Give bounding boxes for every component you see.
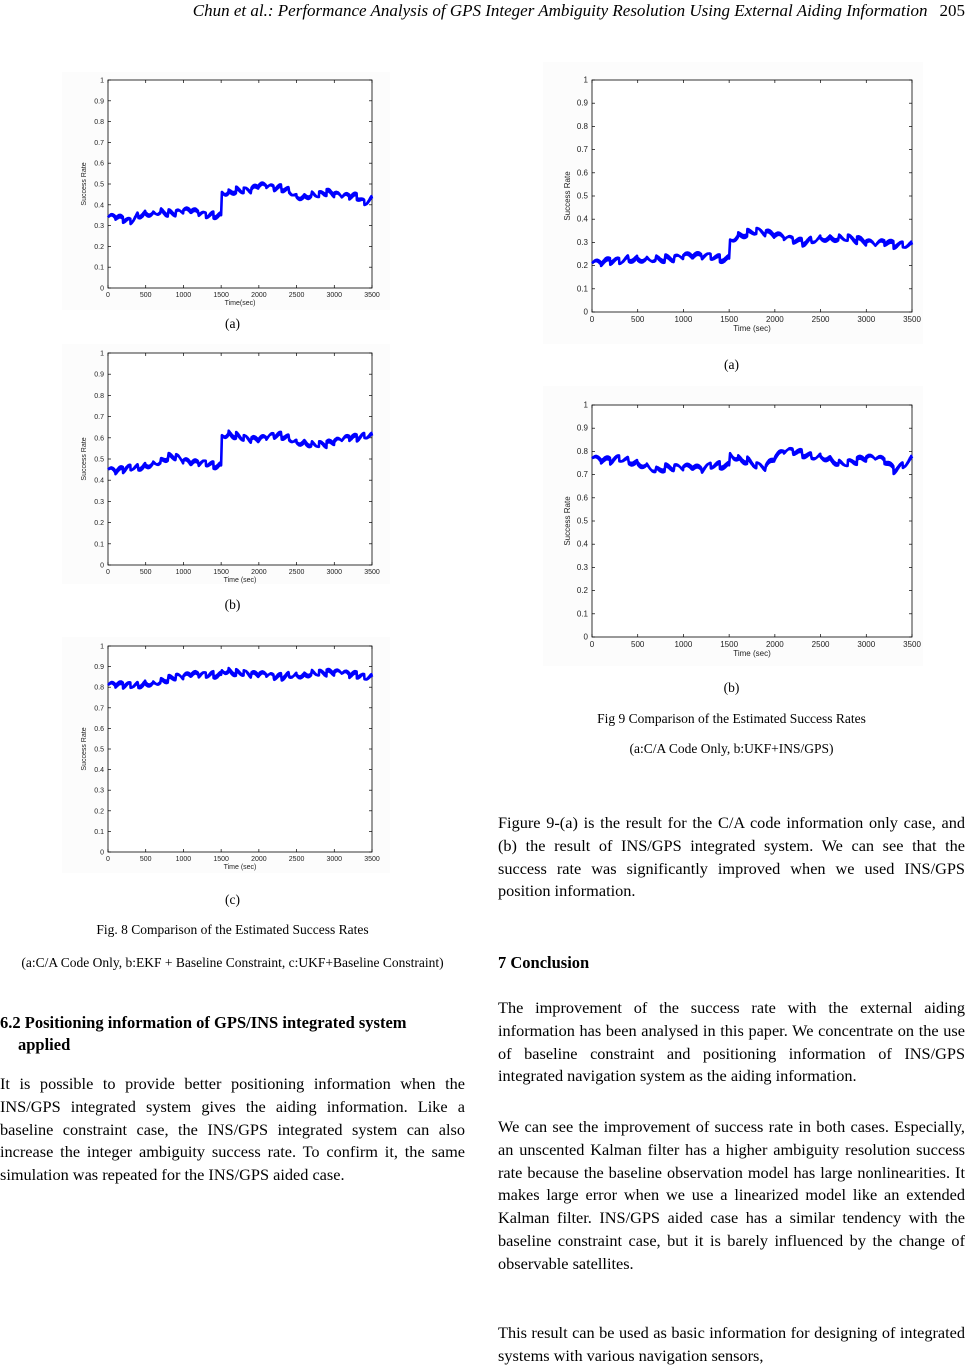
x-tick-label: 1000 [176, 569, 192, 576]
y-tick-label: 0.3 [577, 563, 589, 572]
x-tick-label: 2500 [289, 856, 305, 863]
chart-fig8a [62, 72, 390, 310]
y-tick-label: 0 [100, 563, 104, 570]
x-tick-label: 3000 [326, 292, 342, 299]
y-tick-label: 1 [100, 78, 104, 85]
plot-area [108, 646, 372, 852]
y-tick-label: 1 [100, 644, 104, 651]
x-tick-label: 3000 [857, 315, 875, 324]
x-axis-label: Time (sec) [733, 649, 771, 658]
x-axis-label: Time(sec) [225, 300, 256, 307]
y-tick-label: 0.7 [94, 414, 104, 421]
x-tick-label: 500 [140, 292, 152, 299]
x-tick-label: 2500 [812, 315, 830, 324]
fig9a-sublabel: (a) [498, 356, 965, 373]
y-tick-label: 0.1 [94, 541, 104, 548]
page-number: 205 [940, 1, 965, 20]
y-axis-label: Success Rate [563, 171, 572, 221]
y-tick-label: 1 [100, 351, 104, 358]
fig8b-sublabel: (b) [0, 596, 465, 613]
x-tick-label: 0 [106, 292, 110, 299]
y-tick-label: 0.8 [577, 447, 589, 456]
y-tick-label: 0.9 [94, 664, 104, 671]
x-tick-label: 3000 [857, 640, 875, 649]
y-tick-label: 0.7 [577, 470, 589, 479]
y-tick-label: 0.7 [94, 140, 104, 147]
x-tick-label: 3500 [903, 315, 921, 324]
y-tick-label: 0.1 [94, 829, 104, 836]
x-tick-label: 3500 [364, 292, 380, 299]
x-tick-label: 2500 [289, 292, 305, 299]
y-axis-label: Success Rate [563, 496, 572, 546]
x-tick-label: 2000 [766, 315, 784, 324]
y-tick-label: 0 [584, 308, 589, 317]
chart-fig8b [62, 344, 390, 584]
x-tick-label: 500 [631, 315, 645, 324]
x-tick-label: 0 [590, 315, 595, 324]
y-tick-label: 0.3 [577, 238, 589, 247]
fig8-caption: Fig. 8 Comparison of the Estimated Success Rates [0, 921, 465, 938]
y-tick-label: 0.5 [94, 457, 104, 464]
conclusion-paragraph-3: This result can be used as basic information for designing of integrated systems with various navigation sensors, [498, 1322, 965, 1368]
y-tick-label: 0.5 [577, 517, 589, 526]
x-tick-label: 500 [631, 640, 645, 649]
y-tick-label: 0.6 [94, 161, 104, 168]
fig9-caption: Fig 9 Comparison of the Estimated Success Rates [498, 710, 965, 727]
y-tick-label: 0.2 [577, 586, 589, 595]
x-tick-label: 1500 [720, 315, 738, 324]
y-tick-label: 0.9 [94, 372, 104, 379]
x-tick-label: 0 [590, 640, 595, 649]
x-tick-label: 2000 [766, 640, 784, 649]
chart-fig9a [543, 62, 923, 344]
y-tick-label: 1 [584, 401, 589, 410]
x-tick-label: 1500 [213, 569, 229, 576]
fig8a-sublabel: (a) [0, 315, 465, 332]
y-tick-label: 0.6 [94, 726, 104, 733]
fig9-caption-detail: (a:C/A Code Only, b:UKF+INS/GPS) [498, 740, 965, 757]
y-tick-label: 0 [100, 286, 104, 293]
x-tick-label: 3500 [364, 856, 380, 863]
y-tick-label: 0.6 [94, 435, 104, 442]
y-tick-label: 0.8 [94, 393, 104, 400]
y-tick-label: 0.3 [94, 223, 104, 230]
x-tick-label: 3000 [326, 569, 342, 576]
y-tick-label: 0.4 [577, 215, 589, 224]
y-tick-label: 0.5 [94, 182, 104, 189]
x-tick-label: 500 [140, 569, 152, 576]
x-tick-label: 1000 [675, 640, 693, 649]
plot-area [592, 405, 912, 637]
plot-area [592, 80, 912, 312]
y-tick-label: 0.9 [577, 99, 589, 108]
x-axis-label: Time (sec) [224, 577, 257, 584]
y-axis-label: Success Rate [81, 437, 88, 480]
y-tick-label: 0.8 [577, 122, 589, 131]
y-tick-label: 0.6 [577, 168, 589, 177]
plot-area [108, 80, 372, 288]
x-axis-label: Time (sec) [733, 324, 771, 333]
y-tick-label: 0.2 [94, 520, 104, 527]
y-tick-label: 0 [584, 633, 589, 642]
x-tick-label: 3000 [326, 856, 342, 863]
x-tick-label: 0 [106, 856, 110, 863]
y-tick-label: 0.3 [94, 788, 104, 795]
conclusion-paragraph-2: We can see the improvement of success rate in both cases. Especially, an unscented Kalman filter has a higher ambiguity resolution success rate because the baseline observation model has large nonlinearities. It makes large error when we use a linearized model like an extended Kalman filter. INS/GPS aided case has a similar tendency with the baseline constraint case, but it is barely influenced by the change of observable satellites. [498, 1116, 965, 1276]
y-tick-label: 0.6 [577, 493, 589, 502]
y-tick-label: 0.3 [94, 499, 104, 506]
y-tick-label: 0.7 [94, 705, 104, 712]
x-tick-label: 1500 [720, 640, 738, 649]
y-tick-label: 0.8 [94, 119, 104, 126]
x-tick-label: 3500 [903, 640, 921, 649]
x-tick-label: 0 [106, 569, 110, 576]
x-tick-label: 2000 [251, 856, 267, 863]
x-tick-label: 1500 [213, 856, 229, 863]
fig9b-sublabel: (b) [498, 679, 965, 696]
y-tick-label: 0.1 [577, 284, 589, 293]
running-header [0, 0, 965, 22]
x-tick-label: 1000 [176, 292, 192, 299]
section-6-2-heading: 6.2 Positioning information of GPS/INS integrated system applied [0, 1012, 458, 1056]
y-tick-label: 0 [100, 850, 104, 857]
y-tick-label: 0.8 [94, 685, 104, 692]
fig8c-sublabel: (c) [0, 891, 465, 908]
x-axis-label: Time (sec) [224, 864, 257, 871]
x-tick-label: 1500 [213, 292, 229, 299]
chart-fig9b [543, 386, 923, 666]
x-tick-label: 1000 [675, 315, 693, 324]
y-tick-label: 0.4 [94, 202, 104, 209]
fig9-discussion-paragraph: Figure 9-(a) is the result for the C/A code information only case, and (b) the result of INS/GPS integrated system. We can see that the success rate was significantly improved when we used INS/GPS position information. [498, 812, 965, 903]
conclusion-heading: 7 Conclusion [498, 952, 965, 974]
x-tick-label: 2500 [812, 640, 830, 649]
section-6-2-paragraph: It is possible to provide better positioning information when the INS/GPS integrated system gives the aiding information. Like a baseline constraint case, the INS/GPS integrated system can also increase the integer ambiguity success rate. To confirm it, the same simulation was repeated for the INS/GPS aided case. [0, 1073, 465, 1187]
y-tick-label: 0.9 [577, 424, 589, 433]
x-tick-label: 2000 [251, 292, 267, 299]
x-tick-label: 2500 [289, 569, 305, 576]
x-tick-label: 2000 [251, 569, 267, 576]
y-tick-label: 0.7 [577, 145, 589, 154]
y-tick-label: 0.1 [94, 265, 104, 272]
y-tick-label: 0.2 [94, 808, 104, 815]
conclusion-paragraph-1: The improvement of the success rate with the external aiding information has been analysed in this paper. We concentrate on the use of baseline constraint and positioning information of INS/GPS integrated navigation system as the aiding information. [498, 997, 965, 1088]
y-tick-label: 0.2 [94, 244, 104, 251]
y-tick-label: 0.4 [577, 540, 589, 549]
y-tick-label: 0.5 [577, 192, 589, 201]
y-tick-label: 1 [584, 76, 589, 85]
y-tick-label: 0.4 [94, 767, 104, 774]
x-tick-label: 3500 [364, 569, 380, 576]
running-title: Chun et al.: Performance Analysis of GPS Integer Ambiguity Resolution Using External Aiding Information [193, 1, 928, 20]
y-tick-label: 0.1 [577, 609, 589, 618]
y-tick-label: 0.4 [94, 478, 104, 485]
x-tick-label: 1000 [176, 856, 192, 863]
x-tick-label: 500 [140, 856, 152, 863]
y-axis-label: Success Rate [81, 727, 88, 770]
plot-area [108, 353, 372, 565]
y-tick-label: 0.5 [94, 747, 104, 754]
y-tick-label: 0.9 [94, 98, 104, 105]
chart-fig8c [62, 637, 390, 873]
fig8-caption-detail: (a:C/A Code Only, b:EKF + Baseline Constraint, c:UKF+Baseline Constraint) [10, 954, 455, 971]
y-tick-label: 0.2 [577, 261, 589, 270]
y-axis-label: Success Rate [81, 162, 88, 205]
